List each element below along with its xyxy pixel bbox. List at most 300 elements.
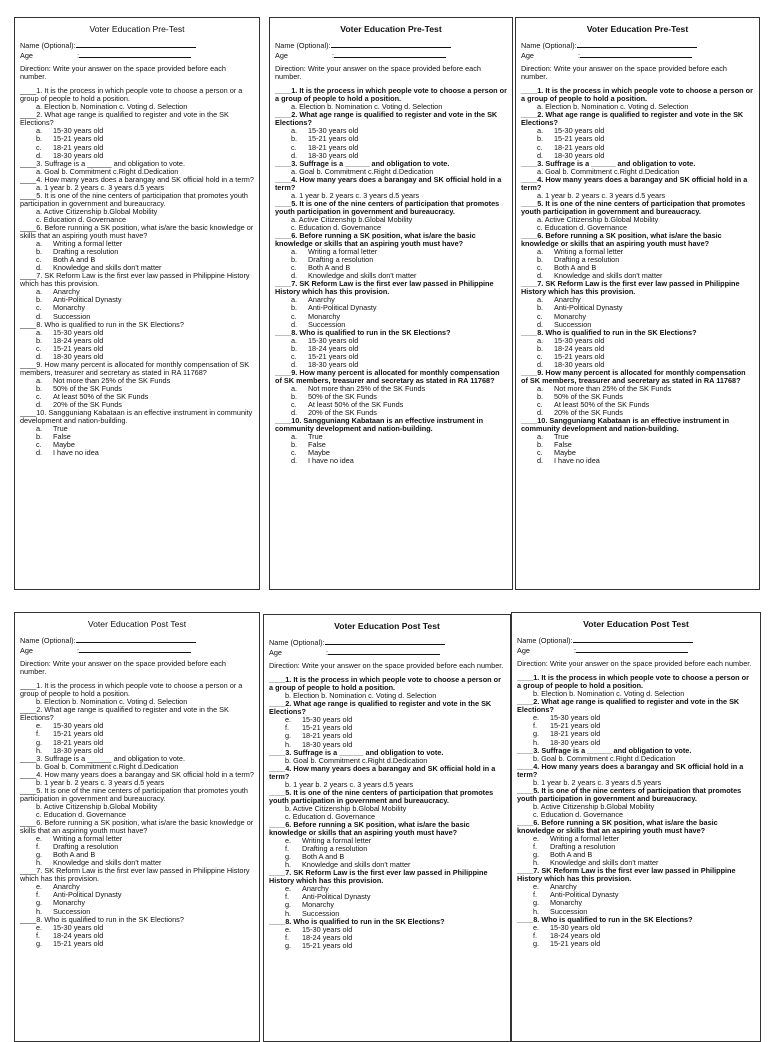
question-4: ____4. How many years does a barangay and SK official hold in a term?: [20, 174, 254, 184]
name-label: Name (Optional):: [275, 41, 331, 50]
choice-text: Anti-Political Dynasty: [53, 295, 122, 305]
choice-text: Both A and B: [53, 850, 96, 860]
choice-text: 18-30 years old: [550, 737, 601, 747]
name-field[interactable]: [573, 635, 693, 643]
question-7: ____7. SK Reform Law is the first ever law passed in Philippine History which has this provision.: [269, 868, 488, 886]
name-row: [521, 40, 754, 50]
name-label: Name (Optional):: [269, 638, 325, 647]
choice-letter: g.: [36, 898, 43, 908]
question-5: ____5. It is one of the nine centers of participation that promotes youth participation in government and bureaucracy.: [517, 785, 742, 803]
choice-text: 20% of the SK Funds: [554, 408, 623, 418]
question-10: ____10. Sangguniang Kabataan is an effective instrument in community development and nation-building.: [521, 416, 730, 434]
choice-letter: b.: [537, 440, 544, 450]
choice-text: False: [308, 440, 326, 450]
age-field[interactable]: [326, 647, 440, 658]
choice-text: 18-24 years old: [308, 343, 359, 353]
choice-text: Writing a formal letter: [550, 834, 620, 844]
choice-text: b. Active Citizenship b.Global Mobility: [36, 801, 158, 811]
pretest-sheet-left: [14, 17, 260, 590]
posttest-sheet-left: [14, 612, 260, 1042]
choice-text: 15-21 years old: [302, 940, 353, 950]
choice-text: Writing a formal letter: [302, 836, 372, 846]
choice-text: Succession: [53, 311, 91, 321]
question-4: ____4. How many years does a barangay and SK official hold in a term?: [275, 174, 502, 192]
choice-text: 15-30 years old: [550, 922, 601, 932]
pretest-sheet-middle: [269, 17, 513, 590]
choice-letter: a.: [291, 432, 298, 442]
choice-letter: a.: [36, 375, 43, 385]
choice-text: Both A and B: [550, 850, 593, 860]
name-field[interactable]: [76, 40, 196, 48]
choice-text: b. 1 year b. 2 years c. 3 years d.5 years: [36, 777, 165, 787]
choice-letter: b.: [291, 255, 298, 265]
choice-text: I have no idea: [554, 456, 600, 466]
choice-text: Not more than 25% of the SK Funds: [53, 375, 171, 385]
choice-text: 15-21 years old: [550, 721, 601, 731]
question-7: ____7. SK Reform Law is the first ever law passed in Philippine History which has this provision.: [521, 279, 740, 297]
choice-text: 15-30 years old: [302, 715, 353, 725]
choice-text: Knowledge and skills don't matter: [550, 858, 659, 868]
choice-text: Knowledge and skills don't matter: [554, 271, 663, 281]
age-row: [20, 645, 254, 655]
age-colon: :: [326, 648, 329, 658]
choice-letter: e.: [533, 922, 540, 932]
question-3: ____3. Suffrage is a ______ and obligation to vote.: [517, 745, 692, 755]
question-7: ____7. SK Reform Law is the first ever law passed in Philippine History which has this provision.: [20, 271, 250, 289]
question-3: ____3. Suffrage is a ______ and obligation to vote.: [20, 158, 185, 168]
choice-text: Drafting a resolution: [302, 844, 368, 854]
age-field[interactable]: [77, 645, 191, 656]
question-2: ____2. What age range is qualified to register and vote in the SK Elections?: [275, 110, 498, 128]
choice-text: 20% of the SK Funds: [308, 408, 377, 418]
choice-text: Monarchy: [308, 311, 341, 321]
question-1: ____1. It is the process in which people vote to choose a person or a group of people to hold a position.: [275, 86, 507, 104]
choice-text: a. Goal b. Commitment c.Right d.Dedication: [537, 166, 680, 176]
choice-letter: a.: [36, 239, 43, 249]
choice-text: 18-21 years old: [308, 142, 359, 152]
choice-letter: b.: [537, 343, 544, 353]
choice-letter: d.: [537, 408, 544, 418]
age-field[interactable]: [77, 50, 191, 61]
choice-letter: e.: [36, 922, 43, 932]
choice-text: Knowledge and skills don't matter: [53, 858, 162, 868]
question-8: ____8. Who is qualified to run in the SK Elections?: [269, 916, 445, 926]
choice-letter: g.: [533, 938, 540, 948]
choice-text: At least 50% of the SK Funds: [308, 400, 404, 410]
question-4: ____4. How many years does a barangay and SK official hold in a term?: [521, 174, 748, 192]
posttest-sheet-middle: [263, 614, 511, 1042]
name-field[interactable]: [76, 635, 196, 643]
choice-row: [269, 942, 505, 950]
choice-letter: c.: [537, 311, 543, 321]
choice-letter: c.: [537, 351, 543, 361]
choice-text: 15-21 years old: [53, 343, 104, 353]
choice-text: b. Election b. Nomination c. Voting d. Selection: [36, 697, 188, 707]
question-1: ____1. It is the process in which people vote to choose a person or a group of people to hold a position.: [521, 86, 753, 104]
name-label: Name (Optional):: [517, 636, 573, 645]
name-label: Name (Optional):: [521, 41, 577, 50]
question-1: ____1. It is the process in which people vote to choose a person or a group of people to hold a position.: [20, 681, 243, 699]
choice-letter: c.: [36, 391, 42, 401]
question-6: ____6. Before running a SK position, what is/are the basic knowledge or skills that an aspiring youth must have?: [20, 817, 254, 836]
choice-text: 15-30 years old: [308, 335, 359, 345]
question-2: ____2. What age range is qualified to register and vote in the SK Elections?: [269, 699, 492, 717]
choice-text: 18-24 years old: [53, 335, 104, 345]
question-6: ____6. Before running a SK position, what is/are the basic knowledge or skills that an aspiring youth must have?: [521, 231, 722, 249]
choice-letter: g.: [36, 850, 43, 860]
choice-letter: c.: [36, 142, 42, 152]
choice-text: Drafting a resolution: [554, 255, 620, 265]
choice-text: Writing a formal letter: [554, 247, 624, 257]
choice-letter: c.: [291, 263, 297, 273]
choice-text: a. Election b. Nomination c. Voting d. Selection: [537, 102, 689, 112]
choice-letter: h.: [285, 908, 292, 918]
age-row: [20, 50, 254, 60]
name-row: [20, 40, 254, 50]
choice-text: Anti-Political Dynasty: [550, 890, 619, 900]
question-9: ____9. How many percent is allocated for monthly compensation of SK members, treasurer and secretary as stated in RA 11768?: [20, 359, 250, 377]
choice-text: 15-30 years old: [550, 713, 601, 723]
choice-letter: e.: [285, 924, 292, 934]
choice-letter: e.: [285, 715, 292, 725]
choice-text: 18-21 years old: [53, 737, 104, 747]
age-colon: :: [77, 51, 80, 61]
choice-letter: d.: [537, 359, 544, 369]
question-2: ____2. What age range is qualified to register and vote in the SK Elections?: [517, 697, 740, 715]
choice-letter: b.: [537, 134, 544, 144]
choice-text: Anarchy: [53, 882, 80, 892]
sheet-title: Voter Education Pre-Test: [340, 24, 442, 34]
choice-text: c. Education d. Governance: [36, 809, 127, 819]
sheet-title: Voter Education Post Test: [583, 619, 689, 629]
age-label: Age: [20, 646, 33, 656]
age-row: [275, 50, 507, 60]
choice-letter: b.: [36, 134, 43, 144]
choice-letter: e.: [36, 834, 43, 844]
question-10: ____10. Sangguniang Kabataan is an effective instrument in community development and nation-building.: [275, 416, 484, 434]
choice-letter: h.: [285, 860, 292, 870]
question-6: ____6. Before running a SK position, what is/are the basic knowledge or skills that an aspiring youth must have?: [517, 817, 718, 836]
choice-text: 15-30 years old: [53, 327, 104, 337]
direction-text: Direction: Write your answer on the space provided before each number.: [20, 64, 226, 82]
name-field[interactable]: [325, 637, 445, 645]
choice-letter: h.: [533, 906, 540, 916]
choice-text: 18-30 years old: [554, 150, 605, 160]
choice-letter: f.: [285, 844, 290, 854]
choice-letter: a.: [36, 327, 43, 337]
question-2: ____2. What age range is qualified to register and vote in the SK Elections?: [20, 705, 229, 723]
choice-letter: a.: [36, 126, 43, 136]
choice-text: a. Active Citizenship b.Global Mobility: [36, 206, 158, 216]
choice-letter: h.: [36, 858, 43, 868]
choice-text: Both A and B: [308, 263, 351, 273]
choice-letter: g.: [285, 852, 292, 862]
question-5: ____5. It is one of the nine centers of participation that promotes youth participation in government and bureaucracy.: [275, 198, 500, 216]
question-5: ____5. It is one of the nine centers of participation that promotes youth participation in government and bureaucracy.: [521, 198, 746, 216]
choice-text: Both A and B: [302, 852, 345, 862]
choice-letter: a.: [537, 383, 544, 393]
choice-text: 15-30 years old: [554, 126, 605, 136]
question-6: ____6. Before running a SK position, what is/are the basic knowledge or skills that an aspiring youth must have?: [275, 231, 476, 249]
choice-text: Monarchy: [302, 900, 335, 910]
choice-letter: c.: [36, 440, 42, 450]
choice-text: 18-21 years old: [550, 729, 601, 739]
question-6: ____6. Before running a SK position, what is/are the basic knowledge or skills that an aspiring youth must have?: [20, 222, 254, 241]
choice-letter: d.: [537, 319, 544, 329]
question-1: ____1. It is the process in which people vote to choose a person or a group of people to hold a position.: [269, 675, 501, 693]
choice-text: c. Education d. Governance: [537, 222, 628, 232]
choice-letter: f.: [285, 892, 290, 902]
choice-letter: f.: [533, 930, 538, 940]
choice-text: Writing a formal letter: [308, 247, 378, 257]
choice-letter: a.: [291, 295, 298, 305]
choice-letter: g.: [36, 737, 43, 747]
choice-text: Knowledge and skills don't matter: [308, 271, 417, 281]
question-5: ____5. It is one of the nine centers of participation that promotes youth participation in government and bureaucracy.: [20, 190, 248, 208]
choice-text: c. Education d. Governance: [291, 222, 382, 232]
sheet-title: Voter Education Pre-Test: [586, 24, 689, 34]
choice-letter: a.: [291, 247, 298, 257]
choice-text: 18-30 years old: [53, 150, 104, 160]
choice-text: 18-30 years old: [308, 359, 359, 369]
choice-text: Anti-Political Dynasty: [308, 303, 377, 313]
question-4: ____4. How many years does a barangay and SK official hold in a term?: [269, 763, 496, 781]
choice-letter: a.: [537, 432, 544, 442]
choice-letter: b.: [36, 247, 43, 257]
choice-letter: f.: [533, 721, 538, 731]
age-field[interactable]: [332, 50, 446, 61]
direction-text: Direction: Write your answer on the space provided before each number.: [517, 659, 752, 669]
age-label: Age: [521, 51, 534, 61]
choice-text: Drafting a resolution: [53, 842, 119, 852]
choice-text: c. Education d. Governance: [285, 811, 376, 821]
choice-text: 15-21 years old: [554, 351, 605, 361]
age-field[interactable]: [574, 645, 688, 656]
choice-letter: b.: [36, 295, 43, 305]
age-colon: :: [77, 646, 80, 656]
choice-letter: e.: [285, 836, 292, 846]
choice-row: [20, 449, 254, 457]
choice-text: 50% of the SK Funds: [53, 383, 122, 393]
question-8: ____8. Who is qualified to run in the SK Elections?: [20, 319, 184, 329]
choice-row: [275, 457, 507, 465]
question-3: ____3. Suffrage is a ______ and obligation to vote.: [275, 158, 450, 168]
choice-text: True: [554, 432, 569, 442]
choice-letter: a.: [537, 335, 544, 345]
choice-text: 18-21 years old: [53, 142, 104, 152]
choice-letter: d.: [537, 150, 544, 160]
choice-text: Not more than 25% of the SK Funds: [308, 383, 426, 393]
age-colon: :: [574, 646, 577, 656]
choice-text: 15-21 years old: [53, 134, 104, 144]
choice-text: b. Goal b. Commitment c.Right d.Dedication: [36, 761, 179, 771]
choice-letter: g.: [533, 729, 540, 739]
choice-text: Anti-Political Dynasty: [302, 892, 371, 902]
choice-text: 18-24 years old: [550, 930, 601, 940]
choice-letter: f.: [36, 930, 41, 940]
choice-letter: e.: [533, 834, 540, 844]
choice-letter: h.: [533, 737, 540, 747]
choice-letter: g.: [285, 731, 292, 741]
choice-text: 18-30 years old: [53, 745, 104, 755]
choice-text: At least 50% of the SK Funds: [53, 391, 149, 401]
choice-letter: b.: [537, 255, 544, 265]
choice-row: [517, 940, 755, 948]
choice-letter: c.: [36, 343, 42, 353]
choice-letter: a.: [537, 126, 544, 136]
choice-text: 15-21 years old: [550, 938, 601, 948]
choice-text: Anti-Political Dynasty: [554, 303, 623, 313]
choice-text: b. 1 year b. 2 years c. 3 years d.5 years: [285, 779, 414, 789]
choice-text: b. Goal b. Commitment c.Right d.Dedication: [533, 753, 676, 763]
choice-text: False: [554, 440, 572, 450]
choice-letter: e.: [36, 721, 43, 731]
choice-text: 15-30 years old: [554, 335, 605, 345]
choice-text: b. Election b. Nomination c. Voting d. Selection: [533, 689, 685, 699]
choice-text: Succession: [308, 319, 346, 329]
choice-text: Succession: [554, 319, 592, 329]
question-7: ____7. SK Reform Law is the first ever law passed in Philippine History which has this provision.: [275, 279, 494, 297]
question-2: ____2. What age range is qualified to register and vote in the SK Elections?: [521, 110, 744, 128]
choice-text: 18-24 years old: [302, 932, 353, 942]
question-8: ____8. Who is qualified to run in the SK Elections?: [517, 914, 693, 924]
choice-text: a. Election b. Nomination c. Voting d. Selection: [36, 102, 188, 112]
choice-text: Succession: [550, 906, 588, 916]
question-9: ____9. How many percent is allocated for monthly compensation of SK members, treasurer and secretary as stated in RA 11768?: [521, 367, 746, 385]
pretest-sheet-right: [515, 17, 760, 590]
choice-letter: f.: [285, 932, 290, 942]
choice-text: Drafting a resolution: [550, 842, 616, 852]
choice-letter: f.: [533, 890, 538, 900]
choice-text: Maybe: [53, 440, 75, 450]
choice-text: True: [308, 432, 323, 442]
choice-text: 18-30 years old: [554, 359, 605, 369]
choice-text: 18-24 years old: [554, 343, 605, 353]
choice-letter: c.: [537, 448, 543, 458]
choice-letter: a.: [36, 424, 43, 434]
choice-letter: a.: [291, 383, 298, 393]
age-label: Age: [517, 646, 530, 656]
question-8: ____8. Who is qualified to run in the SK Elections?: [521, 327, 697, 337]
age-colon: :: [332, 51, 335, 61]
choice-letter: c.: [291, 351, 297, 361]
choice-letter: c.: [36, 303, 42, 313]
choice-text: 18-30 years old: [302, 739, 353, 749]
choice-text: Anarchy: [554, 295, 581, 305]
choice-letter: c.: [291, 448, 297, 458]
choice-letter: b.: [36, 383, 43, 393]
choice-text: Knowledge and skills don't matter: [53, 263, 162, 273]
choice-text: b. 1 year b. 2 years c. 3 years d.5 years: [533, 777, 662, 787]
age-colon: :: [578, 51, 581, 61]
question-8: ____8. Who is qualified to run in the SK Elections?: [20, 914, 184, 924]
choice-letter: d.: [36, 311, 43, 321]
choice-letter: c.: [537, 400, 543, 410]
choice-text: 15-30 years old: [308, 126, 359, 136]
choice-text: 15-21 years old: [53, 938, 104, 948]
question-5: ____5. It is one of the nine centers of participation that promotes youth participation in government and bureaucracy.: [269, 787, 494, 805]
choice-text: 15-21 years old: [308, 351, 359, 361]
choice-letter: d.: [291, 150, 298, 160]
question-7: ____7. SK Reform Law is the first ever law passed in Philippine History which has this provision.: [20, 866, 250, 884]
choice-letter: d.: [291, 271, 298, 281]
choice-text: 18-21 years old: [302, 731, 353, 741]
choice-text: Knowledge and skills don't matter: [302, 860, 411, 870]
choice-letter: c.: [291, 400, 297, 410]
choice-text: 18-30 years old: [53, 351, 104, 361]
name-row: [275, 40, 507, 50]
choice-text: I have no idea: [53, 448, 99, 458]
choice-text: b. Active Citizenship b.Global Mobility: [285, 803, 407, 813]
choice-text: 50% of the SK Funds: [308, 391, 377, 401]
name-field[interactable]: [331, 40, 451, 48]
name-row: [269, 637, 505, 647]
choice-letter: h.: [285, 739, 292, 749]
choice-text: b. Election b. Nomination c. Voting d. Selection: [285, 691, 437, 701]
choice-letter: f.: [36, 842, 41, 852]
direction-text: Direction: Write your answer on the space provided before each number.: [521, 64, 727, 82]
choice-letter: b.: [291, 343, 298, 353]
name-row: [20, 635, 254, 645]
choice-letter: a.: [36, 287, 43, 297]
choice-letter: a.: [291, 126, 298, 136]
choice-text: Monarchy: [53, 303, 86, 313]
choice-text: 15-21 years old: [554, 134, 605, 144]
choice-text: b. Active Citizenship b.Global Mobility: [533, 801, 655, 811]
name-field[interactable]: [577, 40, 697, 48]
choice-letter: c.: [537, 142, 543, 152]
sheet-title: Voter Education Pre-Test: [89, 24, 185, 34]
choice-letter: d.: [291, 456, 298, 466]
question-7: ____7. SK Reform Law is the first ever law passed in Philippine History which has this provision.: [517, 866, 736, 884]
choice-text: Both A and B: [554, 263, 597, 273]
posttest-sheet-right: [511, 612, 761, 1042]
choice-letter: d.: [291, 319, 298, 329]
choice-text: Maybe: [554, 448, 576, 458]
age-field[interactable]: [578, 50, 692, 61]
choice-text: c. Education d. Governance: [36, 214, 127, 224]
choice-letter: f.: [285, 723, 290, 733]
question-4: ____4. How many years does a barangay and SK official hold in a term?: [517, 761, 744, 779]
choice-letter: d.: [36, 351, 43, 361]
choice-text: Anarchy: [302, 884, 329, 894]
choice-text: Succession: [302, 908, 340, 918]
question-3: ____3. Suffrage is a ______ and obligation to vote.: [20, 753, 185, 763]
question-8: ____8. Who is qualified to run in the SK Elections?: [275, 327, 451, 337]
question-4: ____4. How many years does a barangay and SK official hold in a term?: [20, 769, 254, 779]
choice-text: 15-30 years old: [53, 922, 104, 932]
sheet-title: Voter Education Post Test: [334, 621, 440, 631]
question-3: ____3. Suffrage is a ______ and obligation to vote.: [521, 158, 696, 168]
question-3: ____3. Suffrage is a ______ and obligation to vote.: [269, 747, 444, 757]
choice-letter: d.: [291, 408, 298, 418]
choice-row: [521, 457, 754, 465]
question-5: ____5. It is one of the nine centers of participation that promotes youth participation in government and bureaucracy.: [20, 785, 248, 803]
choice-text: Not more than 25% of the SK Funds: [554, 383, 672, 393]
choice-letter: c.: [537, 263, 543, 273]
choice-letter: b.: [291, 303, 298, 313]
age-label: Age: [269, 648, 282, 658]
direction-text: Direction: Write your answer on the space provided before each number.: [269, 661, 504, 671]
choice-letter: g.: [285, 940, 292, 950]
direction-text: Direction: Write your answer on the space provided before each number.: [20, 659, 226, 677]
choice-letter: b.: [291, 440, 298, 450]
choice-text: Anarchy: [308, 295, 335, 305]
age-label: Age: [20, 51, 33, 61]
choice-text: a. Active Citizenship b.Global Mobility: [291, 214, 413, 224]
choice-letter: e.: [285, 884, 292, 894]
direction-text: Direction: Write your answer on the space provided before each number.: [275, 64, 481, 82]
